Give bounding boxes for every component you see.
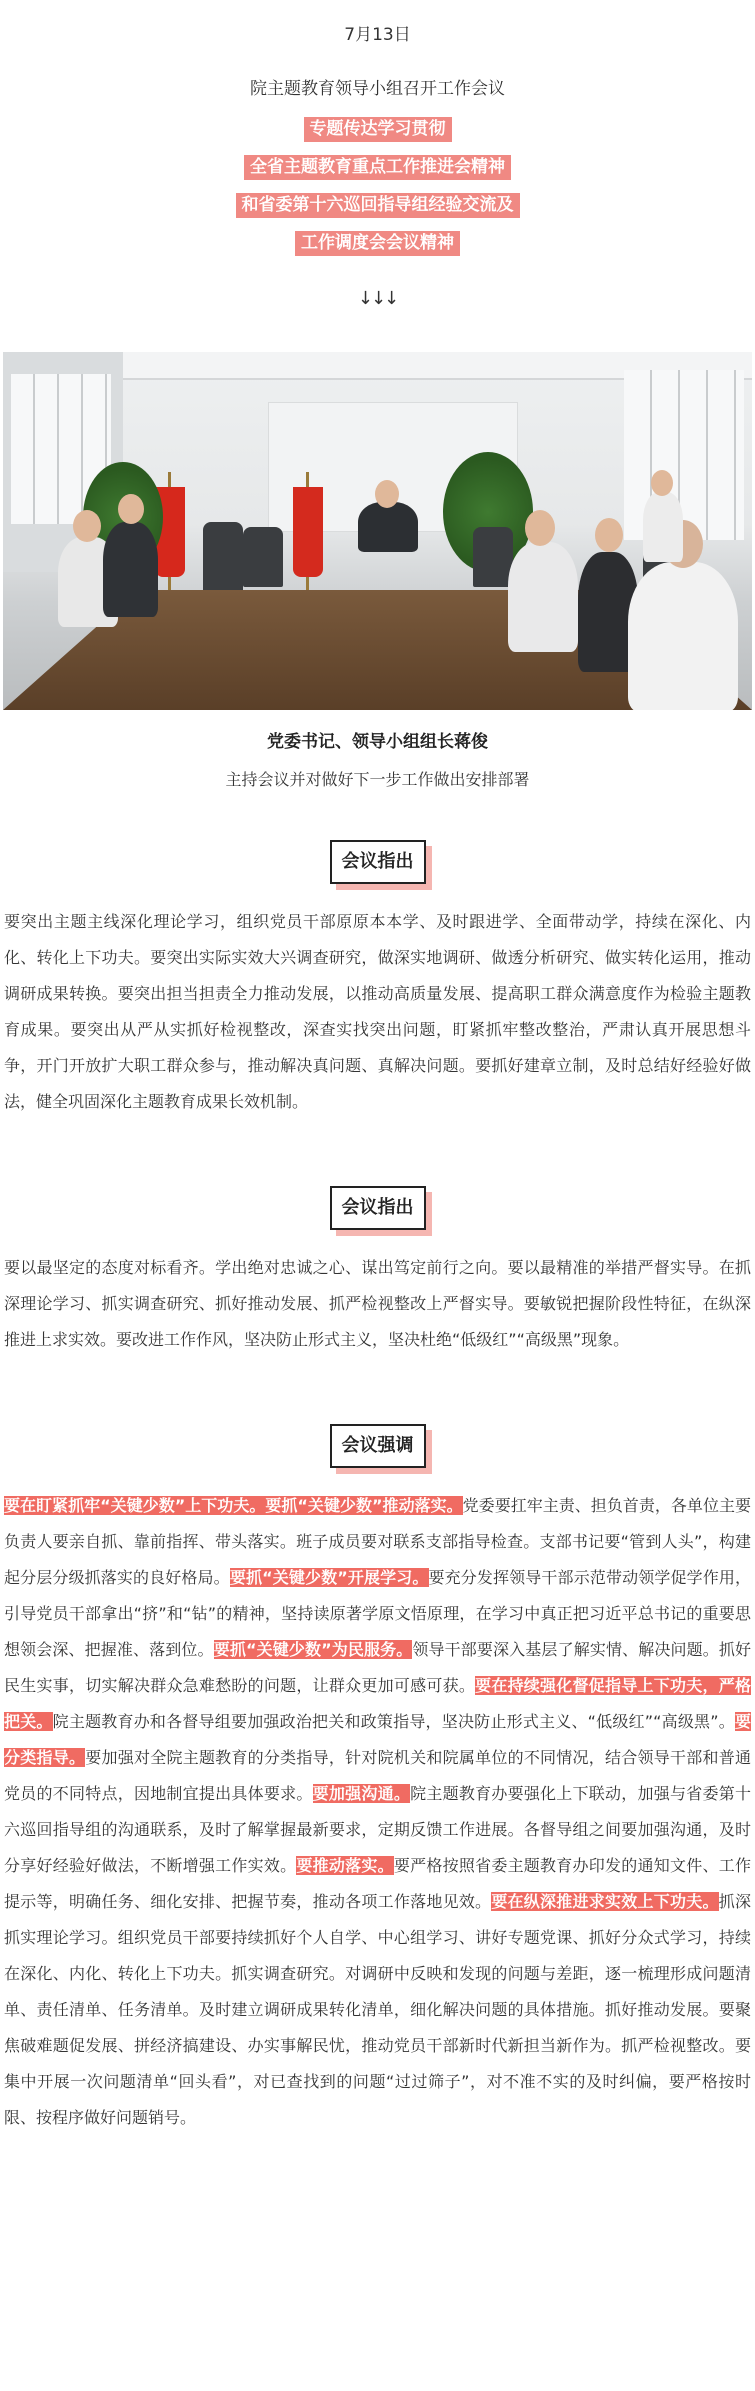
body-text: 领导干部要深入基层了解实情、解决问题。抓好民生实事，切实解决群众急难愁盼的问题，让群众更加可感可获。 <box>4 1640 751 1695</box>
meeting-date: 7月13日 <box>344 25 411 45</box>
highlight-line: 和省委第十六巡回指导组经验交流及 <box>0 192 755 218</box>
down-arrows-icon: ↓↓↓ <box>357 288 398 309</box>
section-title: 会议指出 <box>330 840 426 884</box>
body-text: 要严格按照省委主题教育办印发的通知文件、工作提示等，明确任务、细化安排、把握节奏，推动各项工作落地见效。 <box>4 1856 751 1911</box>
section-heading <box>0 1424 755 1468</box>
section-heading <box>0 1186 755 1230</box>
highlight-text: 要在盯紧抓牢“关键少数”上下功夫。要抓“关键少数”推动落实。 <box>4 1496 463 1515</box>
section-title: 会议指出 <box>330 1186 426 1230</box>
meeting-photo[interactable] <box>3 352 752 710</box>
highlight-line: 专题传达学习贯彻 <box>0 116 755 142</box>
highlight-text: 要推动落实。 <box>296 1856 394 1875</box>
highlight-text: 要在持续强化督促指导上下功夫，严格把关。 <box>4 1676 751 1731</box>
section-heading <box>0 840 755 884</box>
highlight-line: 工作调度会会议精神 <box>0 230 755 256</box>
highlight-text: 要抓“关键少数”开展学习。 <box>229 1568 429 1587</box>
highlight-text: 要加强沟通。 <box>312 1784 411 1803</box>
body-text: 要充分发挥领导干部示范带动领学促学作用，引导党员干部拿出“挤”和“钻”的精神，坚持读原著学原文悟原理，在学习中真正把习近平总书记的重要思想领会深、把握准、落到位。 <box>4 1568 751 1659</box>
caption-text: 主持会议并对做好下一步工作做出安排部署 <box>225 770 530 789</box>
section-body-emphasis <box>0 1488 755 2136</box>
highlight-text: 要在纵深推进求实效上下功夫。 <box>491 1892 719 1911</box>
section-body: 要突出主题主线深化理论学习，组织党员干部原原本本学、及时跟进学、全面带动学，持续在深化、内化、转化上下功夫。要突出实际实效大兴调查研究，做深实地调研、做透分析研究、做实转化运用，推动调研成果转换。要突出担当担责全力推动发展，以推动高质量发展、提高职工群众满意度作为检验主题教育成果。要突出从严从实抓好检视整改，深查实找突出问题，盯紧抓牢整改整治，严肃认真开展思想斗争，开门开放扩大职工群众参与，推动解决真问题、真解决问题。要抓好建章立制，及时总结好经验好做法，健全巩固深化主题教育成果长效机制。 <box>4 912 751 1111</box>
body-text: 要加强对全院主题教育的分类指导，针对院机关和院属单位的不同情况，结合领导干部和普通党员的不同特点，因地制宜提出具体要求。 <box>4 1748 751 1803</box>
meeting-subtitle: 院主题教育领导小组召开工作会议 <box>250 79 505 99</box>
highlight-text: 要抓“关键少数”为民服务。 <box>213 1640 413 1659</box>
highlight-line: 全省主题教育重点工作推进会精神 <box>0 154 755 180</box>
body-text: 院主题教育办要强化上下联动，加强与省委第十六巡回指导组的沟通联系，及时了解掌握最新要求，定期反馈工作进展。各督导组之间要加强沟通，及时分享好经验好做法，不断增强工作实效。 <box>4 1784 751 1875</box>
caption-title: 党委书记、领导小组组长蒋俊 <box>267 732 488 752</box>
body-text: 抓深抓实理论学习。组织党员干部要持续抓好个人自学、中心组学习、讲好专题党课、抓好分众式学习，持续在深化、内化、转化上下功夫。抓实调查研究。对调研中反映和发现的问题与差距，逐一梳理形成问题清单、责任清单、任务清单。及时建立调研成果转化清单，细化解决问题的具体措施。抓好推动发展。要聚焦破难题促发展、拼经济搞建设、办实事解民忧，推动党员干部新时代新担当新作为。抓严检视整改。要集中开展一次问题清单“回头看”，对已查找到的问题“过过筛子”，对不准不实的及时纠偏，要严格按时限、按程序做好问题销号。 <box>4 1892 751 2127</box>
body-text: 院主题教育办和各督导组要加强政治把关和政策指导，坚决防止形式主义、“低级红”“高级黑”。 <box>52 1712 735 1731</box>
section-body: 要以最坚定的态度对标看齐。学出绝对忠诚之心、谋出笃定前行之向。要以最精准的举措严督实导。在抓深理论学习、抓实调查研究、抓好推动发展、抓严检视整改上严督实导。要敏锐把握阶段性特征，在纵深推进上求实效。要改进工作作风，坚决防止形式主义，坚决杜绝“低级红”“高级黑”现象。 <box>4 1258 751 1349</box>
section-title: 会议强调 <box>330 1424 426 1468</box>
body-text: 党委要扛牢主责、担负首责，各单位主要负责人要亲自抓、靠前指挥、带头落实。班子成员要对联系支部指导检查。支部书记要“管到人头”，构建起分层分级抓落实的良好格局。 <box>4 1496 751 1587</box>
highlight-text: 要分类指导。 <box>4 1712 751 1767</box>
photo-caption <box>0 728 755 794</box>
highlight-title-block <box>0 116 755 256</box>
article-header <box>0 0 755 312</box>
